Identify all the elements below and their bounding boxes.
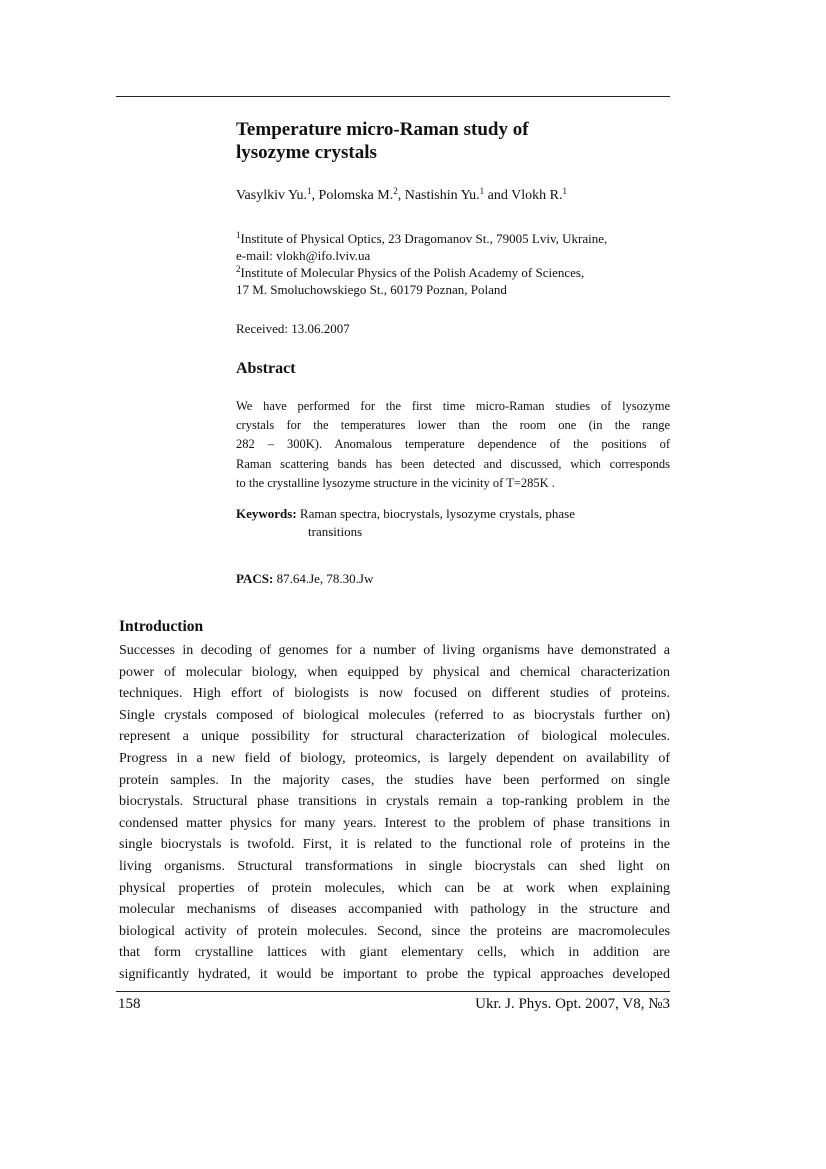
header-rule (116, 96, 670, 97)
footer-rule (116, 991, 670, 992)
affiliation-sup: 2 (236, 264, 241, 274)
page-number: 158 (118, 996, 141, 1012)
affiliation-text: Institute of Molecular Physics of the Polish Academy of Sciences, (240, 265, 585, 280)
abstract-heading: Abstract (236, 360, 296, 377)
author-separator: and (484, 188, 512, 203)
author-affil-sup: 1 (479, 186, 485, 196)
body-line: single biocrystals is twofold. First, it is related to the functional role of proteins in the (119, 837, 670, 853)
received-date: Received: 13.06.2007 (236, 321, 350, 336)
author-list (236, 186, 676, 206)
author-name: Nastishin Yu. (404, 188, 480, 203)
title-line: lysozyme crystals (236, 142, 377, 163)
body-line: physical properties of protein molecules, which can be at work when explaining (119, 880, 670, 896)
author-name: Polomska M. (318, 188, 394, 203)
author-name: Vlokh R. (511, 188, 563, 203)
author-separator: , (397, 188, 405, 203)
affiliation-1 (236, 230, 676, 247)
body-line: biological activity of protein molecules. Second, since the proteins are macromolecules (119, 923, 670, 939)
author-name: Vasylkiv Yu. (236, 188, 308, 203)
body-line: Successes in decoding of genomes for a number of living organisms have demonstrated a (119, 643, 670, 658)
introduction-body (119, 640, 670, 986)
body-line: protein samples. In the majority cases, the studies have been performed on single (119, 772, 670, 788)
contact-email[interactable]: e-mail: vlokh@ifo.lviv.ua (236, 248, 371, 263)
title-line: Temperature micro-Raman study of (236, 119, 529, 140)
keywords-text: Raman spectra, biocrystals, lysozyme crystals, phase (299, 506, 576, 521)
abstract-line: We have performed for the first time micro-Raman studies of lysozyme (236, 399, 670, 413)
affiliation-2-address: 17 M. Smoluchowskiego St., 60179 Poznan, Poland (236, 282, 507, 297)
pacs-text: 87.64.Je, 78.30.Jw (276, 571, 374, 586)
affiliation-2 (236, 264, 676, 281)
body-line: significantly hydrated, it would be important to probe the typical approaches developed (119, 966, 670, 982)
keywords-text-cont: transitions (308, 524, 363, 539)
abstract-line: Raman scattering bands has been detected and discussed, which corresponds (236, 456, 670, 471)
body-line: Single crystals composed of biological molecules (referred to as biocrystals further on) (119, 707, 670, 723)
body-line: molecular mechanisms of diseases accompanied with pathology in the structure and (119, 902, 670, 918)
author-separator: , (311, 188, 319, 203)
author-affil-sup: 1 (562, 186, 567, 196)
body-line: condensed matter physics for many years. Interest to the problem of phase transitions in (119, 815, 670, 831)
abstract-body (236, 397, 670, 493)
journal-citation: Ukr. J. Phys. Opt. 2007, V8, №3 (475, 996, 670, 1012)
body-line: Progress in a new field of biology, proteomics, is largely dependent on availability of (119, 750, 670, 766)
body-line: represent a unique possibility for structural characterization of biological molecules. (119, 729, 670, 745)
author-affil-sup: 2 (393, 186, 398, 196)
abstract-line: to the crystalline lysozyme structure in the vicinity of T=285K . (236, 475, 555, 490)
body-line: techniques. High effort of biologists is now focused on different studies of proteins. (119, 686, 670, 702)
introduction-heading: Introduction (119, 618, 204, 635)
pacs-codes (236, 570, 373, 588)
affiliations (236, 230, 676, 298)
affiliation-sup: 1 (236, 230, 241, 240)
pacs-label: PACS: (236, 571, 274, 586)
affiliation-text: Institute of Physical Optics, 23 Dragomanov St., 79005 Lviv, Ukraine, (240, 231, 608, 246)
author-affil-sup: 1 (307, 186, 312, 196)
body-line: biocrystals. Structural phase transitions in crystals remain a top-ranking problem in the (119, 794, 670, 810)
body-line: living organisms. Structural transformations in single biocrystals can shed light on (119, 858, 670, 874)
abstract-line: crystals for the temperatures lower than the room one (in the range (236, 418, 670, 433)
body-line: power of molecular biology, when equipped by physical and chemical characterization (119, 664, 670, 680)
body-line: that form crystalline lattices with giant elementary cells, which in addition are (119, 945, 670, 961)
abstract-line: 282 – 300K). Anomalous temperature dependence of the positions of (236, 437, 670, 452)
paper-title (236, 118, 656, 164)
keywords-label: Keywords: (236, 506, 297, 521)
keywords (236, 505, 670, 541)
